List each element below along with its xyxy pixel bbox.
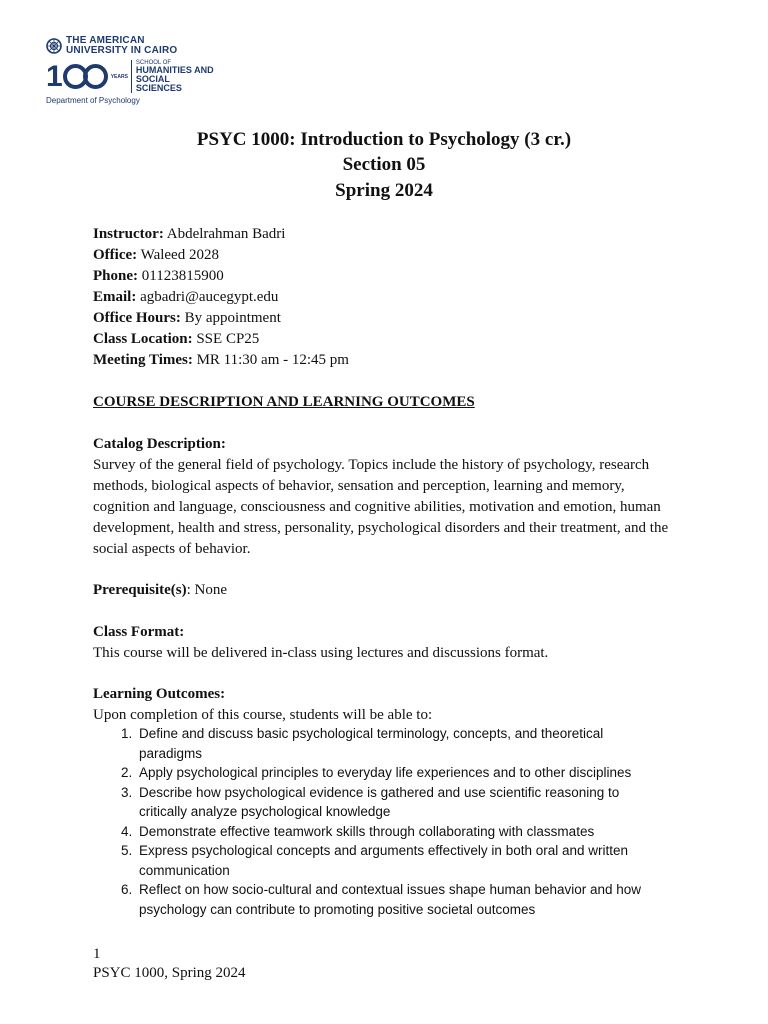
learning-outcomes-heading: Learning Outcomes: (93, 686, 226, 702)
info-office-hours (93, 308, 281, 329)
item-number: 6. (121, 882, 133, 897)
info-phone (93, 266, 224, 287)
item-text: Reflect on how socio-cultural and contextual issues shape human behavior and how psychology can contribute to promoting positive societal outcomes (139, 882, 642, 917)
list-item (93, 822, 693, 842)
list-item (93, 724, 693, 763)
info-value: Abdelrahman Badri (163, 226, 286, 242)
info-label: Class Location: (93, 331, 193, 347)
info-instructor (93, 224, 285, 245)
school-name (131, 60, 216, 93)
info-value: 01123815900 (138, 268, 224, 284)
info-email (93, 287, 278, 308)
school-line-3: SOCIAL SCIENCES (135, 74, 182, 93)
university-seal-icon (46, 38, 62, 54)
info-label: Office: (93, 247, 138, 263)
logo-years: YEARS (110, 73, 128, 80)
list-item (93, 783, 693, 822)
class-format-text: This course will be delivered in-class using lectures and discussions format. (93, 645, 549, 661)
info-class-location (93, 329, 259, 350)
prereq-label: Prerequisite(s) (93, 582, 187, 598)
item-number: 1. (121, 726, 133, 741)
info-meeting-times (93, 350, 349, 371)
info-label: Meeting Times: (93, 352, 193, 368)
item-text: Demonstrate effective teamwork skills through collaborating with classmates (139, 823, 595, 839)
learning-outcomes-intro: Upon completion of this course, students will be able to: (93, 707, 433, 723)
info-value: By appointment (180, 310, 281, 326)
school-line-1: SCHOOL OF (135, 60, 172, 66)
class-format-heading: Class Format: (93, 624, 185, 640)
logo-line-2: UNIVERSITY IN CAIRO (66, 45, 178, 56)
info-label: Phone: (93, 268, 138, 284)
list-item (93, 763, 693, 783)
info-value: SSE CP25 (192, 331, 260, 347)
course-title: PSYC 1000: Introduction to Psychology (3 cr.) (196, 129, 572, 150)
auc-logo (46, 36, 216, 106)
section-heading: COURSE DESCRIPTION AND LEARNING OUTCOMES (93, 394, 475, 410)
catalog-description: Survey of the general field of psychology. Topics include the history of psychology, research methods, biological aspects of behavior, sensation and perception, learning and memory, cognition and language, consciousness and cognitive abilities, motivation and emotion, human development, health and stress, personality, psychological disorders and their treatment, and the social aspects of behavior. (93, 457, 669, 557)
prerequisites (93, 580, 227, 601)
learning-outcomes-list (93, 724, 693, 919)
course-term: Spring 2024 (335, 180, 433, 201)
item-number: 5. (121, 843, 133, 858)
info-label: Email: (93, 289, 137, 305)
centennial-mark: 1 (46, 64, 109, 90)
info-value: agbadri@aucegypt.edu (136, 289, 279, 305)
list-item (93, 841, 693, 880)
item-number: 4. (121, 823, 133, 839)
logo-line-1: THE AMERICAN (66, 35, 145, 46)
info-value: Waleed 2028 (137, 247, 219, 263)
item-number: 3. (121, 784, 133, 800)
info-office (93, 245, 219, 266)
course-section: Section 05 (342, 154, 426, 175)
footer-text: PSYC 1000, Spring 2024 (93, 965, 246, 981)
item-text: Define and discuss basic psychological terminology, concepts, and theoretical paradigms (139, 726, 604, 761)
info-label: Office Hours: (93, 310, 181, 326)
info-value: MR 11:30 am - 12:45 pm (192, 352, 349, 368)
department-name: Department of Psychology (46, 96, 140, 105)
item-text: Express psychological concepts and arguments effectively in both oral and written communication (139, 843, 629, 878)
page-number: 1 (93, 946, 101, 962)
item-text: Apply psychological principles to everyday life experiences and to other disciplines (139, 765, 632, 780)
item-number: 2. (121, 765, 133, 780)
info-label: Instructor: (93, 226, 164, 242)
list-item (93, 880, 693, 919)
catalog-heading: Catalog Description: (93, 436, 226, 452)
item-text: Describe how psychological evidence is gathered and use scientific reasoning to critically analyze psychological knowledge (139, 784, 620, 819)
prereq-value: : None (186, 582, 228, 598)
school-line-2: HUMANITIES AND (135, 65, 214, 75)
